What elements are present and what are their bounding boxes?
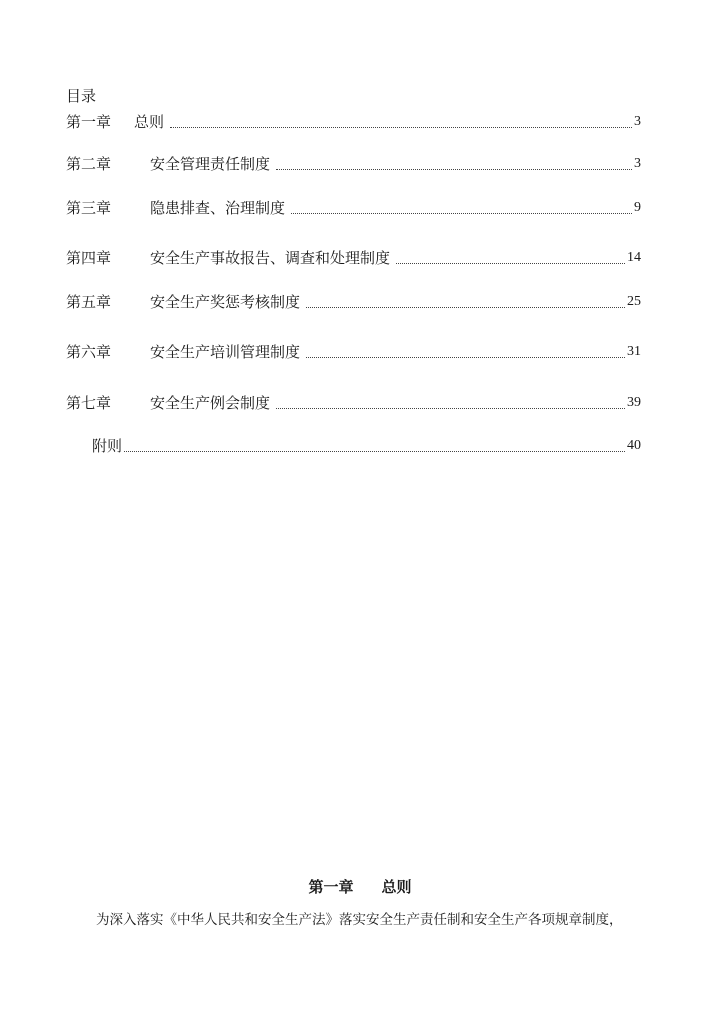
toc-chapter-number: 第四章	[66, 249, 112, 267]
toc-entry[interactable]	[66, 340, 641, 362]
toc-entry[interactable]	[66, 110, 641, 132]
toc-leader-dots	[306, 287, 625, 308]
toc-chapter-title: 安全生产奖惩考核制度	[150, 293, 301, 311]
toc-entry[interactable]	[66, 391, 641, 413]
toc-chapter-title: 总则	[134, 113, 165, 131]
toc-entry[interactable]	[66, 290, 641, 312]
toc-chapter-title: 安全生产事故报告、调查和处理制度	[150, 249, 391, 267]
toc-chapter-number: 第一章	[66, 113, 112, 131]
toc-chapter-title: 隐患排查、治理制度	[150, 199, 286, 217]
toc-entry[interactable]	[66, 246, 641, 268]
toc-chapter-title: 安全管理责任制度	[150, 155, 271, 173]
toc-page-number: 31	[627, 344, 641, 359]
toc-leader-dots	[124, 431, 625, 452]
toc-chapter-title: 安全生产例会制度	[150, 394, 271, 412]
toc-entry[interactable]	[66, 196, 641, 218]
toc-entry[interactable]	[66, 152, 641, 174]
toc-page-number: 9	[634, 200, 641, 215]
toc-leader-dots	[276, 388, 625, 409]
toc-chapter-number: 第七章	[66, 394, 112, 412]
toc-heading: 目录	[66, 87, 97, 105]
chapter-title: 总则	[381, 878, 412, 896]
toc-entry[interactable]	[92, 434, 641, 456]
toc-page-number: 14	[627, 250, 641, 265]
toc-page-number: 3	[634, 114, 641, 129]
toc-page-number: 39	[627, 395, 641, 410]
toc-leader-dots	[396, 243, 625, 264]
toc-chapter-title: 安全生产培训管理制度	[150, 343, 301, 361]
toc-page-number: 3	[634, 156, 641, 171]
toc-leader-dots	[291, 193, 632, 214]
toc-chapter-number: 第六章	[66, 343, 112, 361]
toc-leader-dots	[276, 149, 632, 170]
toc-chapter-title: 附则	[92, 437, 123, 455]
toc-leader-dots	[170, 107, 632, 128]
body-paragraph: 为深入落实《中华人民共和安全生产法》落实安全生产责任制和安全生产各项规章制度，	[96, 912, 623, 928]
toc-chapter-number: 第三章	[66, 199, 112, 217]
toc-page-number: 25	[627, 294, 641, 309]
toc-leader-dots	[306, 337, 625, 358]
toc-chapter-number: 第五章	[66, 293, 112, 311]
toc-chapter-number: 第二章	[66, 155, 112, 173]
toc-page-number: 40	[627, 438, 641, 453]
chapter-number: 第一章	[308, 878, 354, 896]
chapter-heading	[0, 876, 720, 897]
